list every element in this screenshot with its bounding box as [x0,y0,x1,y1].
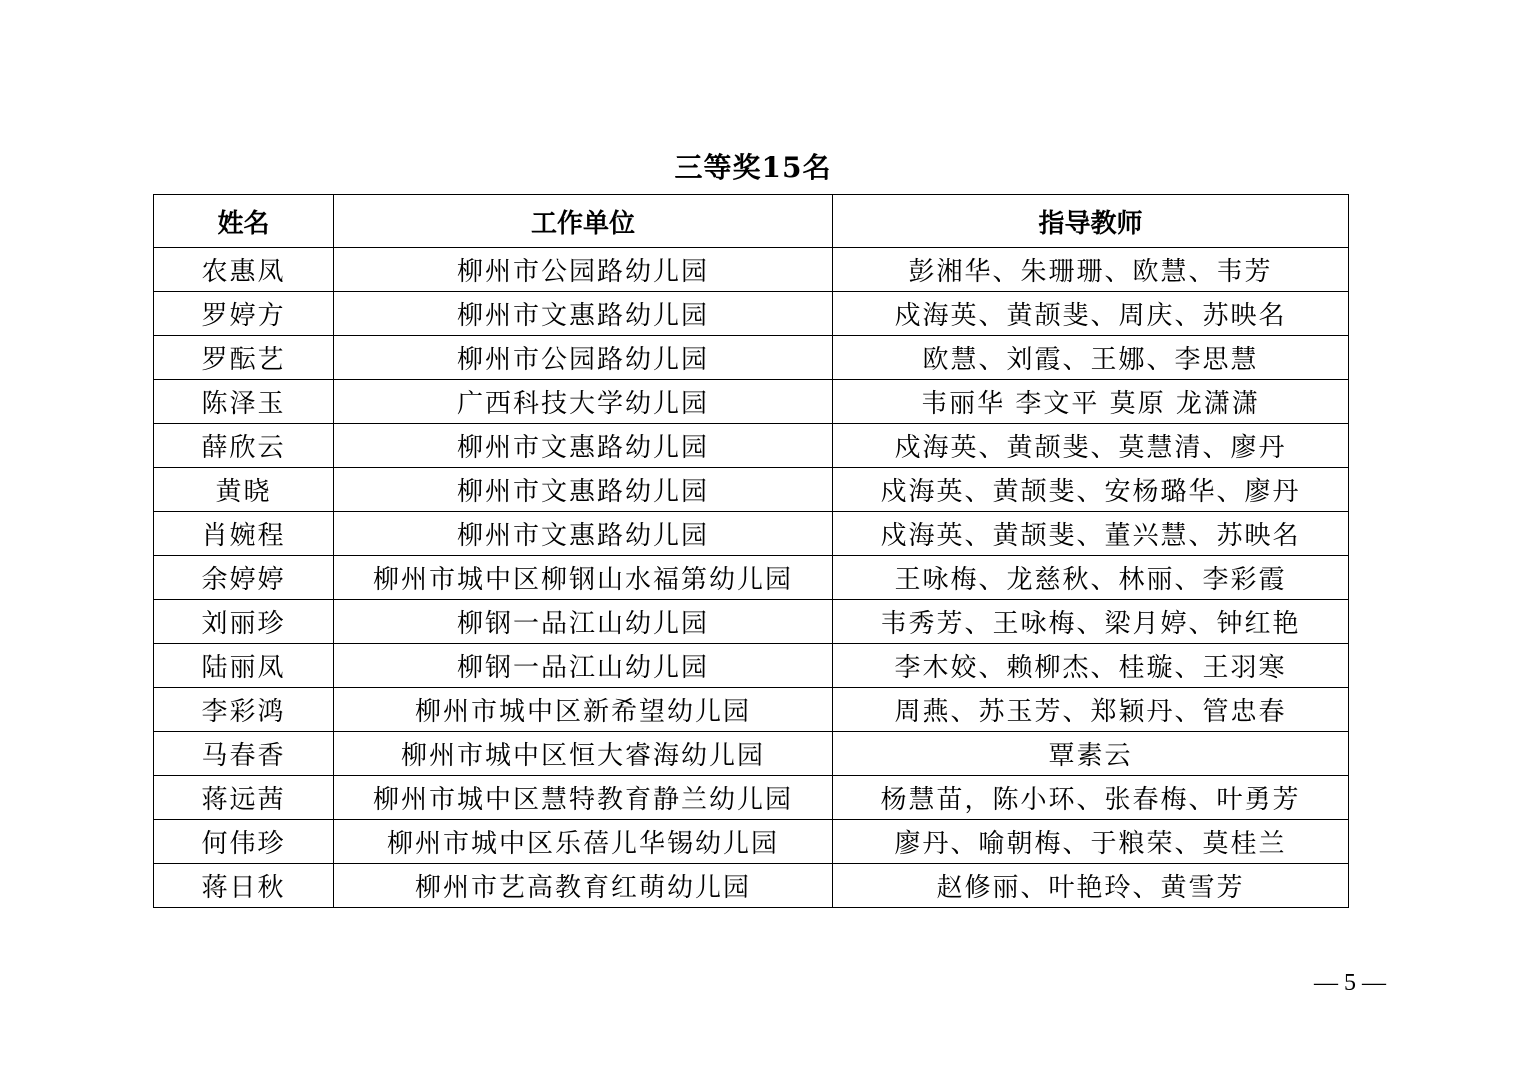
cell-instructors: 彭湘华、朱珊珊、欧慧、韦芳 [833,248,1349,292]
table-row [154,556,1349,600]
cell-instructors: 王咏梅、龙慈秋、林丽、李彩霞 [833,556,1349,600]
cell-name: 罗酝艺 [154,336,334,380]
cell-name: 陆丽凤 [154,644,334,688]
cell-name: 李彩鸿 [154,688,334,732]
table-row [154,424,1349,468]
table-row [154,468,1349,512]
table-row [154,864,1349,908]
cell-name: 黄晓 [154,468,334,512]
table-row [154,336,1349,380]
cell-instructors: 戍海英、黄颉斐、莫慧清、廖丹 [833,424,1349,468]
cell-workplace: 柳州市公园路幼儿园 [334,336,833,380]
table-row [154,644,1349,688]
cell-workplace: 柳钢一品江山幼儿园 [334,600,833,644]
column-header-workplace: 工作单位 [334,195,833,248]
cell-workplace: 柳州市文惠路幼儿园 [334,512,833,556]
cell-name: 肖婉程 [154,512,334,556]
cell-workplace: 柳州市文惠路幼儿园 [334,468,833,512]
cell-name: 蒋远茜 [154,776,334,820]
cell-workplace: 柳州市城中区恒大睿海幼儿园 [334,732,833,776]
table-row [154,292,1349,336]
cell-instructors: 戍海英、黄颉斐、安杨璐华、廖丹 [833,468,1349,512]
awards-table [153,194,1349,908]
cell-workplace: 柳州市城中区柳钢山水福第幼儿园 [334,556,833,600]
cell-instructors: 韦秀芳、王咏梅、梁月婷、钟红艳 [833,600,1349,644]
table-row [154,776,1349,820]
page-number: — 5 — [1314,970,1386,996]
table-header-row [154,195,1349,248]
column-header-name: 姓名 [154,195,334,248]
cell-name: 陈泽玉 [154,380,334,424]
cell-instructors: 杨慧苗，陈小环、张春梅、叶勇芳 [833,776,1349,820]
cell-name: 薛欣云 [154,424,334,468]
table-row [154,248,1349,292]
cell-instructors: 覃素云 [833,732,1349,776]
table-row [154,600,1349,644]
cell-workplace: 广西科技大学幼儿园 [334,380,833,424]
cell-workplace: 柳州市艺高教育红萌幼儿园 [334,864,833,908]
cell-name: 马春香 [154,732,334,776]
cell-instructors: 戍海英、黄颉斐、董兴慧、苏映名 [833,512,1349,556]
cell-name: 罗婷方 [154,292,334,336]
cell-instructors: 廖丹、喻朝梅、于粮荣、莫桂兰 [833,820,1349,864]
cell-workplace: 柳钢一品江山幼儿园 [334,644,833,688]
cell-workplace: 柳州市公园路幼儿园 [334,248,833,292]
cell-instructors: 赵修丽、叶艳玲、黄雪芳 [833,864,1349,908]
table-row [154,512,1349,556]
cell-workplace: 柳州市城中区慧特教育静兰幼儿园 [334,776,833,820]
table-row [154,688,1349,732]
cell-workplace: 柳州市文惠路幼儿园 [334,292,833,336]
cell-name: 蒋日秋 [154,864,334,908]
table-row [154,732,1349,776]
column-header-instructors: 指导教师 [833,195,1349,248]
cell-instructors: 韦丽华 李文平 莫原 龙潇潇 [833,380,1349,424]
cell-workplace: 柳州市城中区乐蓓儿华锡幼儿园 [334,820,833,864]
cell-workplace: 柳州市文惠路幼儿园 [334,424,833,468]
cell-name: 何伟珍 [154,820,334,864]
cell-name: 刘丽珍 [154,600,334,644]
cell-instructors: 欧慧、刘霞、王娜、李思慧 [833,336,1349,380]
cell-instructors: 李木姣、赖柳杰、桂璇、王羽寒 [833,644,1349,688]
table-row [154,380,1349,424]
cell-instructors: 周燕、苏玉芳、郑颖丹、管忠春 [833,688,1349,732]
cell-name: 农惠凤 [154,248,334,292]
cell-workplace: 柳州市城中区新希望幼儿园 [334,688,833,732]
table-row [154,820,1349,864]
cell-instructors: 戍海英、黄颉斐、周庆、苏映名 [833,292,1349,336]
cell-name: 余婷婷 [154,556,334,600]
table-title: 三等奖15名 [674,151,832,184]
